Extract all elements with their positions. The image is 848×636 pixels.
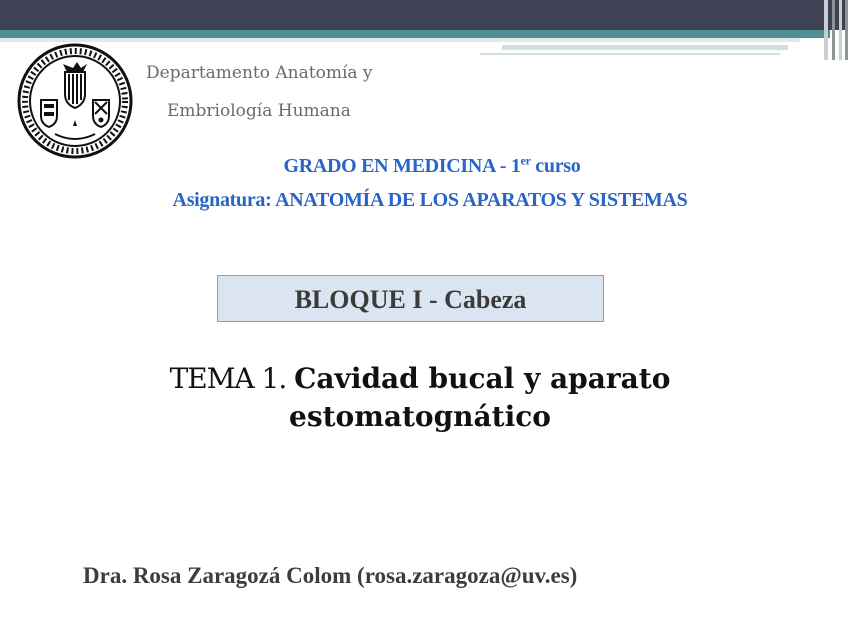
subject-heading: Asignatura: ANATOMÍA DE LOS APARATOS Y SISTEMAS xyxy=(172,189,688,211)
degree-text: GRADO EN MEDICINA - 1 xyxy=(283,155,521,177)
header-bar xyxy=(0,0,848,30)
topic-title-line1 xyxy=(0,360,840,398)
ordinal-suffix: er xyxy=(520,153,531,168)
decorative-line xyxy=(502,45,788,50)
department-name-line1: Departamento Anatomía y xyxy=(146,63,373,83)
university-seal-icon xyxy=(15,42,135,160)
edge-decoration xyxy=(839,0,842,60)
edge-decoration xyxy=(824,0,828,60)
author-credit: Dra. Rosa Zaragozá Colom (rosa.zaragoza@uv.es) xyxy=(83,563,578,588)
accent-stripe xyxy=(0,30,830,38)
block-title: BLOQUE I - Cabeza xyxy=(217,275,604,322)
decorative-line xyxy=(480,53,780,55)
topic-title-text1: Cavidad bucal y aparato xyxy=(294,362,671,395)
topic-title xyxy=(0,360,840,436)
degree-suffix: curso xyxy=(530,155,581,177)
department-name-line2: Embriología Humana xyxy=(167,101,351,121)
edge-decoration xyxy=(832,0,835,60)
degree-heading xyxy=(8,155,848,178)
topic-title-line2: estomatognático xyxy=(289,400,551,433)
topic-prefix: TEMA 1. xyxy=(169,362,295,395)
